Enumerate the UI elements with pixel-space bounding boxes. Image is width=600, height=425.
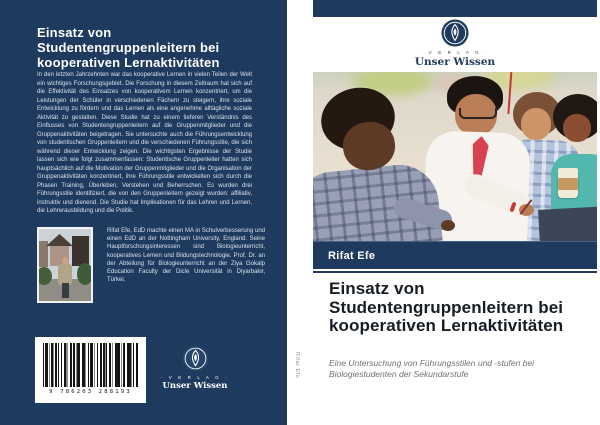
publisher-logo-back bbox=[160, 345, 230, 391]
isbn-barcode bbox=[35, 337, 146, 403]
student-4-face bbox=[563, 114, 591, 142]
student-1-hand bbox=[441, 220, 455, 231]
author-photo bbox=[37, 227, 93, 303]
front-cover-title: Einsatz von Studentengruppenleitern bei kooperativen Lernaktivitäten bbox=[329, 279, 564, 336]
author-bio-row bbox=[37, 227, 265, 303]
publisher-name-label: Unser Wissen bbox=[162, 381, 228, 391]
divider-rule bbox=[313, 271, 597, 273]
back-cover-panel bbox=[0, 0, 287, 425]
front-cover-subtitle: Eine Untersuchung von Führungsstilen und -stufen bei Biologiestudenten der Sekundarstufe bbox=[329, 358, 535, 379]
back-cover-synopsis: In den letzten Jahrzehnten war das kooperative Lernen in vielen Teilen der Welt ein wichtiges Forschungsgebiet. Die Forschung in diesem Zeitraum hat sich auf die Effektivität des Einsatzes von kooperativem Lernen konzentriert, um die Leistungen der Schüler in verschiedenen Fächern zu steigern, ihre soziale Entwicklung zu fördern und das Lernen als eine angenehme alltägliche soziale Aktivität zu gestalten. Diese Studie hat zu einem tieferen Verständnis des Einflusses von Studentengruppenleitern auf die Gruppenmitglieder und die Gruppenaktivitäten beigetragen. Sie untersuchte auch die Führungsentwicklung von studentischen Gruppenleitern und die verschiedenen Führungsstile, die sich während dieser Entwicklung zeigen. Die wichtigsten Ergebnisse der Studie lassen sich wie folgt zusammenfassen: Studentische Gruppenleiter hatten sich hauptsächlich auf die Motivation der Gruppenmitglieder und die Organisation der Gruppenaktivitäten konzentriert, ihre Führungsstile entwickelten sich durch die Phasen Training, Überleben, Verstehen und Beherrschen. Es wurden drei Führungsstile identifiziert, die von den Gruppenleitern gezeigt wurden: affiliativ, instruktiv und dienend. Die Studie hat Implikationen für das Lehren und Lernen, die Lehrerausbildung und die Politik. bbox=[37, 72, 252, 215]
author-bio-text: Rifat Efe, EdD machte einen MA in Schulverbesserung und einen EdD an der Nottingham University, England. Seine Hauptforschungsinteressen sind Biologieunterricht, kooperatives Lernen und Bildungstechnologie. Prof. Dr. an der Abteilung für Biologieunterricht an der Ziya Gokalp Education Faculty der Dicle Universität in Diyarbakir, Türkei. bbox=[107, 228, 265, 284]
student-3-face bbox=[521, 108, 551, 140]
photo-author-jacket bbox=[58, 264, 72, 285]
classroom-photo bbox=[313, 72, 597, 241]
pen-nib-icon bbox=[182, 345, 209, 372]
photo-building-right bbox=[72, 236, 89, 266]
publisher-verlag-label: · V E R L A G · bbox=[160, 375, 230, 380]
front-top-band bbox=[313, 0, 597, 17]
publisher-name-label: Unser Wissen bbox=[414, 56, 496, 68]
publisher-verlag-label: · V E R L A G · bbox=[420, 50, 490, 55]
barcode-bars bbox=[43, 343, 138, 387]
pen-nib-icon bbox=[441, 19, 469, 47]
photo-author-pants bbox=[62, 283, 69, 298]
student-2-glasses bbox=[459, 108, 497, 119]
coffee-cup-sleeve bbox=[558, 178, 578, 190]
photo-bush-right bbox=[77, 263, 93, 285]
back-cover-title: Einsatz von Studentengruppenleitern bei kooperativen Lernaktivitäten bbox=[37, 25, 220, 71]
photo-building-left bbox=[39, 241, 48, 267]
front-author-name: Rifat Efe bbox=[328, 249, 376, 262]
student-1-plaid-shirt bbox=[313, 161, 443, 241]
publisher-logo-front bbox=[313, 19, 597, 68]
front-author-band bbox=[313, 241, 597, 269]
barcode-digits: 9 786203 288193 bbox=[49, 389, 132, 395]
front-cover-panel bbox=[313, 0, 597, 425]
photo-dark-object bbox=[538, 206, 597, 241]
spine-author-text: Rifat Efe bbox=[294, 352, 300, 379]
